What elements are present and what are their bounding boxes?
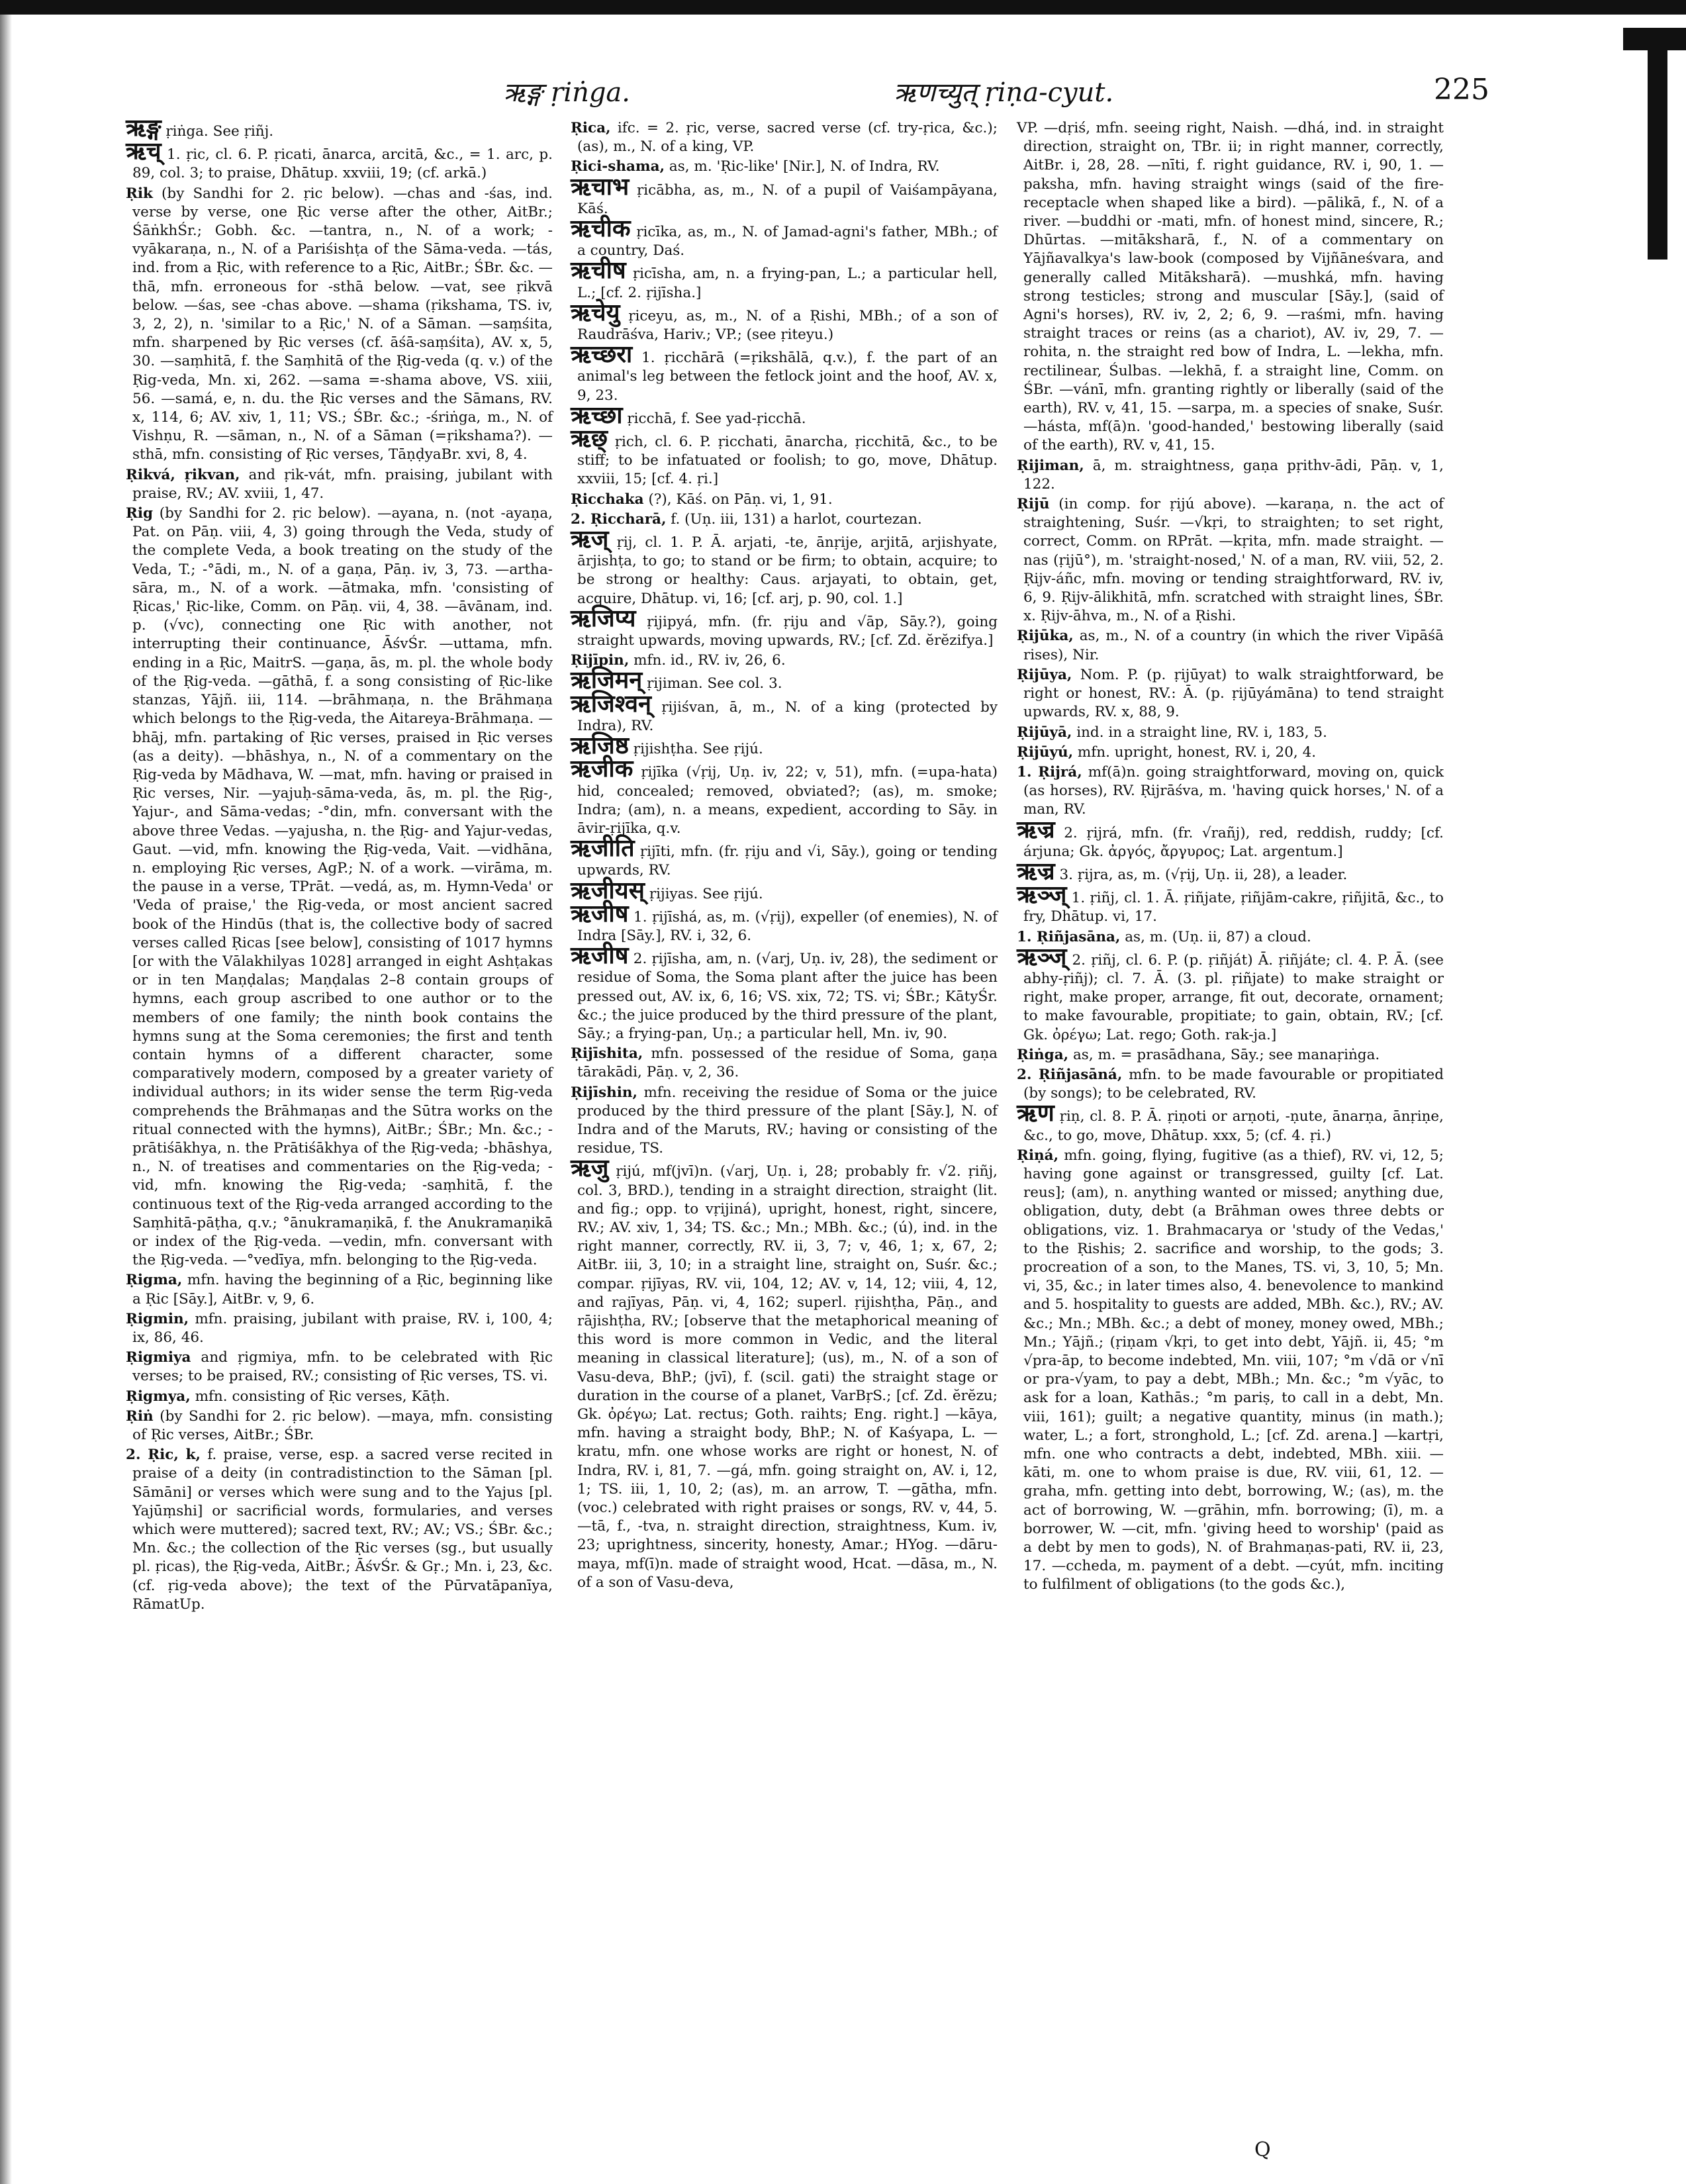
entry-headword: ऋजीक: [571, 755, 633, 783]
dictionary-entry: [1017, 928, 1444, 947]
entry-headword: Ṛiṇá,: [1017, 1147, 1059, 1164]
entry-headword: ऋच्छा: [571, 401, 623, 429]
running-head-left: ऋङ्ग ṛiṅga.: [503, 77, 630, 108]
entry-headword: Ṛig: [126, 505, 154, 522]
dictionary-entry: [1017, 881, 1444, 926]
dictionary-entry: [571, 401, 998, 429]
dictionary-entry: [571, 1155, 998, 1592]
entry-definition: ṛicābha, as, m., N. of a pupil of Vaiśampāyana, Kāś.: [577, 181, 998, 217]
entry-headword: 2. Ṛiccharā,: [571, 510, 667, 528]
entry-definition: ṛijú, mf(jvī)n. (√arj, Uṇ. i, 28; probably fr. √2. ṛiñj, col. 3, BRD.), tending in a straight direction, straight (lit. and fig.; opp. to vṛijiná), upright, honest, right, sincere, RV.; AV. xiv, 1, 34; TS. &c.; Mn.; MBh. &c.; (ú), ind. in the right manner, correctly, RV. ii, 3, 7; v, 46, 1; x, 67, 2; AitBr. iii, 3, 10; in a straight line, straight on, Suśr. &c.; compar. ṛijīyas, RV. vii, 104, 12; AV. v, 14, 12; viii, 4, 12, and rajīyas, Pāṇ. vi, 4, 162; superl. ṛijishṭha, Pāṇ., and rājishṭha, RV.; [observe that the metaphorical meaning of this word is more common in Vedic, and the literal meaning in classical literature]; (us), m., N. of a son of Vasu-deva, BhP.; (jvī), f. (scil. gati) the straight stage or duration in the course of a planet, VarBṛS.; [cf. Zd. ĕrĕzu; Gk. ὀρέγω; Lat. rectus; Goth. raihts; Eng. right.] —kāya, mfn. having a straight body, BhP.; N. of Kaśyapa, L. —kratu, mfn. one whose works are right or honest, N. of Indra, RV. i, 81, 7. —gá, mfn. going straight on, AV. i, 12, 1; TS. iii, 1, 10, 2; (as), m. an arrow, T. —gātha, mfn. (voc.) celebrated with right praises or songs, RV. v, 44, 5. —tā, f., -tva, n. straight direction, straightness, Kum. iv, 23; uprightness, sincerity, honesty, Amar.; HYog. —dāru-maya, mf(ī)n. made of straight wood, Hcat. —dāsa, m., N. of a son of Vasu-deva,: [577, 1163, 998, 1591]
entry-definition: (in comp. for ṛijú above). —karaṇa, n. the act of straightening, Suśr. —√kṛi, to straighten; to set right, correct, Comm. on RPrāt. —kṛita, mfn. made straight. —nas (ṛijū°), m. 'straight-nosed,' N. of a man, RV. viii, 52, 2. Ṛijv-áñc, mfn. moving or tending straightforward, RV. iv, 6, 9. Ṛijv-ālikhitā, mfn. scratched with straight lines, ŚBr. x. Ṛijv-āhva, m., N. of a Ṛishi.: [1023, 496, 1444, 625]
dictionary-entry: [1017, 743, 1444, 762]
dictionary-entry: [1017, 1066, 1444, 1103]
entry-headword: Ṛijīshin,: [571, 1084, 638, 1101]
dictionary-entry: [126, 1388, 553, 1406]
entry-definition: mfn. possessed of the residue of Soma, gaṇa tārakādi, Pāṇ. v, 2, 36.: [577, 1045, 998, 1081]
entry-definition: mf(ā)n. going straightforward, moving on, quick (as horses), RV. Ṛijrāśva, m. 'having quick horses,' N. of a man, RV.: [1023, 763, 1444, 818]
entry-headword: Ṛiṅ: [126, 1407, 154, 1425]
dictionary-entry: [571, 1045, 998, 1082]
entry-headword: Ṛijiman,: [1017, 457, 1084, 474]
dictionary-entry: [126, 1271, 553, 1308]
entry-definition: (by Sandhi for 2. ṛic below). —chas and -śas, ind. verse by verse, one Ṛic verse after the other, AitBr.; ŚāṅkhŚr.; Gobh. &c. —tantra, n., N. of a work; -vyākaraṇa, n., N. of a Pariśishṭa of the Sāma-veda. —tás, ind. from a Ṛic, with reference to a Ṛic, AitBr.; ŚBr. &c. —thā, mfn. erroneous for -sthā below. —vat, see ṛikvā below. —śas, see -chas above. —shama (ṛikshama, TS. iv, 3, 2, 2), n. 'similar to a Ṛic,' N. of a Sāman. —saṃśita, mfn. sharpened by Ṛic verses (cf. āśā-saṃśita), AV. x, 5, 30. —saṃhitā, f. the Saṃhitā of the Ṛig-veda (q. v.) of the Ṛig-veda, Mn. xi, 262. —sama =-shama above, VS. xiii, 56. —samá, e, n. du. the Ṛic verses and the Sāmans, RV. x, 114, 6; AV. xiv, 1, 11; VS.; ŚBr. &c.; -śriṅga, m., N. of Vishṇu, R. —sāman, n., N. of a Sāman (=ṛikshama?). —sthā, mfn. consisting of Ṛic verses, TāṇḍyaBr. xvi, 8, 4.: [132, 185, 553, 463]
running-head-center: ऋणच्युत् ṛiṇa-cyut.: [894, 77, 1114, 108]
entry-definition: ind. in a straight line, RV. i, 183, 5.: [1076, 724, 1327, 741]
entry-headword: Ṛik: [126, 185, 153, 202]
dictionary-entry: [1017, 1100, 1444, 1145]
entry-definition: (?), Kāś. on Pāṇ. vi, 1, 91.: [648, 491, 833, 508]
entry-headword: ऋञ्ज्: [1017, 881, 1067, 909]
entry-definition: 1. ṛijīshá, as, m. (√ṛij), expeller (of enemies), N. of Indra [Sāy.], RV. i, 32, 6.: [577, 908, 998, 944]
dictionary-entry: [126, 1310, 553, 1347]
entry-headword: ऋछ्: [571, 425, 608, 453]
entry-definition: mfn. upright, honest, RV. i, 20, 4.: [1077, 743, 1317, 761]
entry-definition: f. (Uṇ. iii, 131) a harlot, courtezan.: [671, 510, 922, 528]
entry-headword: ऋजीति: [571, 835, 635, 863]
entry-definition: mfn. to be made favourable or propitiated (by songs); to be celebrated, RV.: [1023, 1066, 1444, 1102]
entry-definition: mfn. id., RV. iv, 26, 6.: [633, 652, 786, 669]
entry-headword: Ṛicchaka: [571, 491, 644, 508]
entry-definition: ṛich, cl. 6. P. ṛicchati, ānarcha, ṛicchitā, &c., to be stiff; to be infatuated or foolish; to go, move, Dhātup. xxviii, 15; [cf. 4. ṛi.]: [577, 434, 998, 488]
dictionary-entry: [571, 526, 998, 608]
entry-definition: mfn. going, flying, fugitive (as a thief), RV. vi, 12, 5; having gone against or transgressed, guilty [cf. Lat. reus]; (am), n. anything wanted or missed; anything due, obligation, duty, debt (a Brāhman owes three debts or obligations, viz. 1. Brahmacarya or 'study of the Vedas,' to the Ṛishis; 2. sacrifice and worship, to the gods; 3. procreation of a son, to the Manes, TS. vi, 3, 10, 5; Mn. vi, 35, &c.; in later times also, 4. benevolence to mankind and 5. hospitality to guests are added, MBh. &c.), RV.; AV. &c.; Mn.; MBh. &c.; a debt of money, money owed, MBh.; Mn.; Yājñ.; (ṛiṇam √kṛi, to get into debt, Yājñ. ii, 45; °m √pra-āp, to become indebted, Mn. viii, 107; °m √dā or √nī or pra-√yam, to pay a debt, MBh.; Mn. &c.; °m √yāc, to ask for a loan, Kathās.; °m pariṣ, to call in a debt, Mn. viii, 161); guilt; a negative quantity, minus (in math.); water, L.; a fort, stronghold, L.; [cf. Zd. arena.] —kartṛi, mfn. one who contracts a debt, indebted, MBh. xiii. —kāti, m. one to whom praise is due, RV. viii, 61, 12. —graha, mfn. getting into debt, borrowing, W.; (as), m. the act of borrowing, W. —grāhin, mfn. borrowing; (ī), m. a borrower, W. —cit, mfn. 'giving heed to worship' (paid as a debt by men to gods), N. of Brahmaṇas-pati, RV. ii, 23, 17. —ccheda, m. payment of a debt. —cyút, mfn. inciting to fulfilment of obligations (to the gods &c.),: [1023, 1147, 1444, 1593]
entry-headword: ऋजीयस्: [571, 877, 645, 904]
entry-definition: 2. ṛiñj, cl. 6. P. (p. ṛiñját) Ā. ṛiñjáte; cl. 4. P. Ā. (see abhy-ṛiñj); cl. 7. Ā. (3. pl. ṛiñjate) to make straight or right, make proper, arrange, fit out, decorate, ornament; to make favourable, propitiate; to gain, obtain, RV.; [cf. Gk. ὀρέγω; Lat. rego; Goth. rak-ja.]: [1023, 951, 1444, 1043]
dictionary-entry: [571, 900, 998, 945]
entry-definition: ṛiceyu, as, m., N. of a Ṛishi, MBh.; of a son of Raudrāśva, Hariv.; VP.; (see ṛiteyu.): [577, 307, 998, 344]
column-1: [126, 115, 553, 1615]
entry-definition: ṛiṅga. See ṛiñj.: [165, 123, 274, 140]
entry-definition: ṛijiśvan, ā, m., N. of a king (protected by Indra), RV.: [577, 698, 998, 734]
entry-definition: 1. ṛic, cl. 6. P. ṛicati, ānarca, arcitā, &c., = 1. arc, p. 89, col. 3; to praise, Dhātup. xxviii, 19; (cf. arkā.): [132, 146, 553, 182]
column-3: [1017, 119, 1444, 1596]
dictionary-entry: [126, 1446, 553, 1614]
entry-headword: Ṛijūka,: [1017, 628, 1074, 645]
entry-definition: ṛijiyas. See ṛijú.: [649, 885, 763, 902]
entry-definition: and ṛik-vát, mfn. praising, jubilant with praise, RV.; AV. xviii, 1, 47.: [132, 466, 553, 502]
entry-headword: Ṛijūya,: [1017, 666, 1072, 683]
entry-definition: ṛij, cl. 1. P. Ā. arjati, -te, ānṛije, arjitā, arjishyate, ārjishṭa, to go; to stand or be firm; to obtain, acquire; to be strong or healthy: Caus. arjayati, to obtain, get, acquire, Dhātup. vi, 16; [cf. arj, p. 90, col. 1.]: [577, 534, 998, 607]
entry-headword: 1. Ṛijrá,: [1017, 763, 1082, 781]
entry-headword: Ṛijū: [1017, 496, 1050, 513]
entry-definition: ṛijīti, mfn. (fr. ṛiju and √i, Sāy.), going or tending upwards, RV.: [577, 843, 998, 879]
entry-headword: ऋजीष: [571, 900, 629, 927]
dictionary-entry: [126, 138, 553, 183]
dictionary-entry: [571, 835, 998, 880]
entry-headword: 2. Ṛic, k,: [126, 1447, 201, 1464]
entry-headword: Ṛigmin,: [126, 1310, 189, 1327]
dictionary-entry: [126, 466, 553, 503]
dictionary-entry: [571, 173, 998, 218]
dictionary-entry: [126, 1349, 553, 1386]
entry-definition: VP. —dṛiś, mfn. seeing right, Naish. —dhá, ind. in straight direction, straight on, TBr. ii; in right manner, correctly, AitBr. i, 28, 28. —nīti, f. right guidance, RV. i, 90, 1. —paksha, mfn. having straight wings (said of the fire-receptacle when shaped like a bird). —pālikā, f., N. of a river. —buddhi or -mati, mfn. of honest mind, sincere, R.; Dhūrtas. —mitāksharā, f., N. of a commentary on Yājñavalkya's law-book (composed by Vijñāneśvara, and generally called Mitāksharā). —mushká, mfn. having strong testicles; strong and muscular [Sāy.], (said of Agni's horses), RV. iv, 2, 2; 6, 9. —raśmi, mfn. having straight traces or reins (as a chariot), AV. iv, 29, 7. —rohita, n. the straight red bow of Indra, L. —lekha, mfn. rectilinear, Śulbas. —lekhā, f. a straight line, Comm. on ŚBr. —vánī, mfn. granting rightly or liberally (said of the earth), RV. v, 41, 15. —sarpa, m. a species of snake, Suśr. —hásta, mf(ā)n. 'good-handed,' bestowing liberally (said of the earth), RV. v, 41, 15.: [1017, 120, 1444, 454]
entry-headword: ऋचेयु: [571, 299, 620, 326]
entry-definition: as, m. (Uṇ. ii, 87) a cloud.: [1125, 928, 1311, 945]
entry-headword: Ṛijūyú,: [1017, 743, 1074, 761]
entry-headword: Ṛijīshita,: [571, 1045, 643, 1063]
entry-headword: ऋजिश्वन्: [571, 690, 652, 718]
entry-headword: ऋच्: [126, 138, 162, 166]
entry-headword: 1. Ṛiñjasāna,: [1017, 928, 1121, 945]
entry-definition: ṛicīsha, am, n. a frying-pan, L.; a particular hell, L.; [cf. 2. ṛijīsha.]: [577, 265, 998, 301]
page-edge-shadow: [0, 0, 12, 2184]
entry-definition: 1. ṛicchārā (=ṛikshālā, q.v.), f. the part of an animal's leg between the fetlock joint and the hoof, AV. x, 9, 23.: [577, 350, 998, 404]
dictionary-entry: [571, 215, 998, 260]
entry-definition: Nom. P. (p. ṛijūyat) to walk straightforward, be right or honest, RV.: Ā. (p. ṛijūyámāna) to tend straight upwards, RV. x, 88, 9.: [1023, 666, 1444, 721]
entry-headword: Ṛikvá, ṛikvan,: [126, 466, 240, 483]
dictionary-entry: [571, 942, 998, 1043]
entry-headword: ऋण: [1017, 1100, 1054, 1127]
dictionary-entry: [1017, 724, 1444, 742]
dictionary-entry: [1017, 857, 1444, 885]
dictionary-entry: [571, 510, 998, 529]
dictionary-entry: [126, 115, 553, 142]
entry-definition: ṛijīka (√ṛij, Uṇ. iv, 22; v, 51), mfn. (=upa-hata) hid, concealed; removed, obviated?; (as), m. smoke; Indra; (am), n. a means, expedient, according to Sāy. in āvir-ṛijīka, q.v.: [577, 764, 998, 837]
dictionary-entry: [571, 491, 998, 509]
dictionary-entry: [571, 755, 998, 838]
dictionary-entry: [571, 877, 998, 904]
dictionary-entry: [571, 604, 998, 650]
entry-definition: 2. ṛijīsha, am, n. (√arj, Uṇ. iv, 28), the sediment or residue of Soma, the Soma plant after the juice has been pressed out, AV. ix, 6, 16; VS. xix, 72; TS. vi; ŚBr.; KātyŚr. &c.; the juice produced by the third pressure of the plant, Sāy.; a frying-pan, Uṇ.; a particular hell, Mn. iv, 90.: [577, 951, 998, 1042]
entry-definition: ā, m. straightness, gaṇa pṛithv-ādi, Pāṇ. v, 1, 122.: [1023, 457, 1444, 493]
entry-definition: ṛicchā, f. See yad-ṛicchā.: [627, 410, 806, 427]
column-2: [571, 119, 998, 1593]
entry-headword: Ṛigmya,: [126, 1388, 191, 1405]
entry-definition: ṛijipyá, mfn. (fr. ṛiju and √āp, Sāy.?), going straight upwards, moving upwards, RV.; [cf. Zd. ĕrĕzifya.]: [577, 613, 998, 649]
dictionary-entry: [1017, 495, 1444, 626]
entry-headword: Ṛigma,: [126, 1272, 183, 1289]
dictionary-entry: [1017, 763, 1444, 820]
entry-definition: f. praise, verse, esp. a sacred verse recited in praise of a deity (in contradistinction to the Sāman [pl. Sāmāni] or verses which were sung and to the Yajus [pl. Yajūṃshi] or sacrificial words, formularies, and verses which were muttered); sacred text, RV.; AV.; VS.; ŚBr. &c.; Mn. &c.; the collection of the Ṛic verses (sg., but usually pl. ṛicas), the Ṛig-veda, AitBr.; ĀśvŚr. & Gṛ.; Mn. i, 23, &c. (cf. ṛig-veda above); the text of the Pūrvatāpanīya, RāmatUp.: [132, 1447, 553, 1613]
dictionary-entry: [571, 341, 998, 405]
entry-definition: 1. ṛiñj, cl. 1. Ā. ṛiñjate, ṛiñjām-cakre, ṛiñjitā, &c., to fry, Dhātup. vi, 17.: [1023, 890, 1444, 926]
dictionary-entry: [1017, 627, 1444, 664]
entry-definition: as, m. 'Ṛic-like' [Nir.], N. of Indra, RV.: [669, 158, 940, 175]
dictionary-entry: [1017, 816, 1444, 861]
entry-definition: ṛijiman. See col. 3.: [647, 675, 782, 692]
page-header: [132, 73, 1489, 119]
dictionary-entry: [1017, 666, 1444, 722]
entry-headword: ऋचीक: [571, 215, 631, 243]
entry-definition: ifc. = 2. ṛic, verse, sacred verse (cf. try-ṛica, &c.); (as), m., N. of a king, VP.: [577, 120, 998, 156]
entry-definition: mfn. having the beginning of a Ṛic, beginning like a Ṛic [Sāy.], AitBr. v, 9, 6.: [132, 1272, 553, 1307]
page-number: 225: [1434, 73, 1489, 107]
entry-headword: Ṛigmiya: [126, 1349, 191, 1366]
entry-headword: ऋचीष: [571, 257, 626, 285]
dictionary-entry: [571, 1084, 998, 1159]
entry-headword: Ṛijūyā,: [1017, 724, 1072, 741]
entry-definition: and ṛigmiya, mfn. to be celebrated with Ṛic verses; to be praised, RV.; consisting of Ṛic verses, TS. vi.: [132, 1349, 553, 1385]
entry-headword: Ṛijīpin,: [571, 652, 630, 669]
entry-headword: ऋजिप्य: [571, 604, 636, 632]
dictionary-entry: [126, 185, 553, 465]
entry-headword: ऋङ्ग: [126, 115, 162, 142]
entry-definition: (by Sandhi for 2. ṛic below). —ayana, n. (not -ayaṇa, Pat. on Pāṇ. viii, 4, 3) going through the Veda, study of the complete Veda, a book treating on the study of the Veda, T.; -°ādi, m., N. of a gaṇa, Pāṇ. iv, 3, 73. —artha-sāra, m., N. of a work. —ātmaka, mfn. 'consisting of Ṛicas,' Ṛic-like, Comm. on Pāṇ. vii, 4, 38. —āvānam, ind. p. (√vc), connecting one Ṛic with another, not interrupting their continuance, ĀśvŚr. —uttama, mfn. ending in a Ṛic, MaitrS. —gaṇa, ās, m. pl. the whole body of the Ṛig-veda. —gāthā, f. a song consisting of Ṛic-like stanzas, Yājñ. iii, 114. —brāhmaṇa, n. the Brāhmaṇa which belongs to the Ṛig-veda, the Aitareya-Brāhmaṇa. —bhāj, mfn. partaking of Ṛic verses, praised in Ṛic verses (as a deity). —bhāshya, n., N. of a commentary on the Ṛig-veda by Mādhava, W. —mat, mfn. having or praised in Ṛic verses, Nir. —yajuḥ-sāma-veda, ās, m. pl. the Ṛig-, Yajur-, and Sāma-vedas; -°din, mfn. conversant with the above three Vedas. —yajusha, n. the Ṛig- and Yajur-vedas, Gaut. —vid, mfn. knowing the Ṛig-veda, Vait. —vidhāna, n. employing Ṛic verses, AgP.; N. of a work. —virāma, m. the pause in a verse, TPrāt. —vedá, as, m. Hymn-Veda' or 'Veda of praise,' the Ṛig-veda, or most ancient sacred book of the Hindūs (that is, the collective body of sacred verses called Ṛicas [see below], consisting of 1017 hymns [or with the Vālakhilyas 1028] arranged in eight Ashṭakas or in ten Maṇḍalas; Maṇḍalas 2–8 contain groups of hymns, each group ascribed to one author or to the members of one family; the ninth book contains the hymns sung at the Soma ceremonies; the first and tenth contain hymns of a different character, some comparatively modern, composed by a greater variety of individual authors; in its wider sense the term Ṛig-veda comprehends the Brāhmaṇas and the Sūtra works on the ritual connected with the hymns), AitBr.; ŚBr.; Mn. &c.; -prātiśākhya, n. the Prātiśākhya of the Ṛig-veda; -bhāshya, n., N. of treatises and commentaries on the Ṛig-veda; -vid, mfn. knowing the Ṛig-veda; -saṃhitā, f. the continuous text of the Ṛig-veda arranged according to the Saṃhitā-pāṭha, q.v.; °ānukramaṇikā, f. the Anukramaṇikā or index of the Ṛig-veda. —vedin, mfn. conversant with the Ṛig-veda. —°vedīya, mfn. belonging to the Ṛig-veda.: [132, 505, 553, 1269]
scan-top-border: [0, 0, 1686, 15]
entry-definition: ṛijishṭha. See ṛijú.: [633, 741, 763, 758]
entry-headword: ऋज्र: [1017, 816, 1055, 843]
entry-definition: 3. ṛijra, as, m. (√ṛij, Uṇ. ii, 28), a leader.: [1059, 866, 1348, 883]
entry-definition: as, m., N. of a country (in which the river Vipāśā rises), Nir.: [1023, 628, 1444, 663]
entry-definition: mfn. receiving the residue of Soma or the juice produced by the third pressure of the plant [Sāy.], N. of Indra and of the Maruts, RV.; having or consisting of the residue, TS.: [577, 1084, 998, 1157]
entry-headword: Ṛiṅga,: [1017, 1046, 1069, 1063]
entry-definition: mfn. consisting of Ṛic verses, Kāṭh.: [195, 1388, 450, 1405]
entry-headword: ऋजिमन्: [571, 667, 643, 694]
dictionary-entry: [126, 1407, 553, 1445]
dictionary-entry: [1017, 457, 1444, 494]
dictionary-entry: [571, 257, 998, 302]
entry-definition: mfn. praising, jubilant with praise, RV. i, 100, 4; ix, 86, 46.: [132, 1310, 553, 1346]
entry-definition: 2. ṛijrá, mfn. (fr. √rañj), red, reddish, ruddy; [cf. árjuna; Gk. ἀργός, ἄργυρος; Lat. argentum.]: [1023, 824, 1444, 860]
dictionary-entry: [1017, 943, 1444, 1045]
entry-definition: ṛiṇ, cl. 8. P. Ā. ṛiṇoti or arṇoti, -ṇute, ānarṇa, ānṛiṇe, &c., to go, move, Dhātup. xxx, 5; (cf. 4. ṛi.): [1023, 1108, 1444, 1144]
entry-headword: ऋजिष्ठ: [571, 732, 629, 760]
entry-headword: Ṛica,: [571, 120, 611, 136]
dictionary-entry: [1017, 1046, 1444, 1065]
dictionary-entry: [571, 119, 998, 156]
entry-headword: ऋञ्ज्: [1017, 943, 1067, 971]
dictionary-entry: [571, 690, 998, 736]
dictionary-entry: [571, 158, 998, 176]
dictionary-entry: [571, 425, 998, 489]
dictionary-entry: [126, 504, 553, 1270]
entry-definition: ṛicīka, as, m., N. of Jamad-agni's father, MBh.; of a country, Daś.: [577, 224, 998, 260]
entry-headword: 2. Ṛiñjasāná,: [1017, 1066, 1123, 1083]
dictionary-entry: [1017, 119, 1444, 455]
entry-definition: (by Sandhi for 2. ṛic below). —maya, mfn. consisting of Ṛic verses, AitBr.; ŚBr.: [132, 1407, 553, 1444]
entry-headword: ऋजु: [571, 1155, 609, 1182]
signature-mark: Q: [1254, 2138, 1271, 2161]
entry-headword: Ṛici-shama,: [571, 158, 665, 175]
dictionary-entry: [571, 732, 998, 760]
entry-headword: ऋचाभ: [571, 173, 630, 201]
entry-headword: ऋज्: [571, 526, 609, 553]
entry-headword: ऋच्छरा: [571, 341, 633, 369]
dictionary-entry: [1017, 1147, 1444, 1595]
corner-mark-vertical: [1648, 28, 1667, 260]
entry-headword: ऋज्र: [1017, 857, 1055, 885]
entry-definition: as, m. = prasādhana, Sāy.; see manaṛiṅga.: [1072, 1046, 1380, 1063]
entry-headword: ऋजीष: [571, 942, 629, 970]
dictionary-entry: [571, 299, 998, 344]
